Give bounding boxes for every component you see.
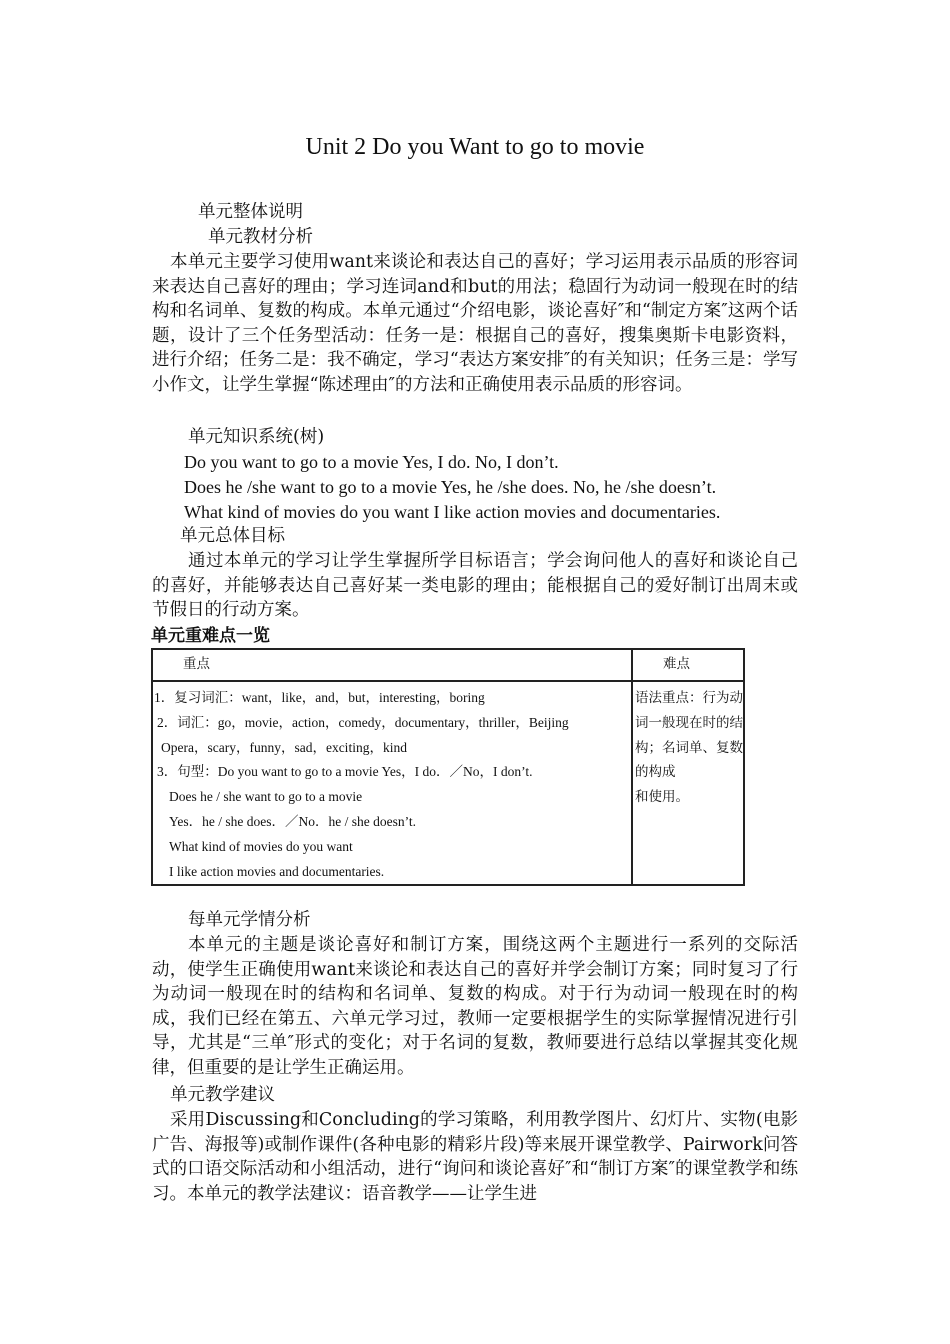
overview-heading: 单元整体说明 [198,202,303,222]
goals-heading: 单元总体目标 [180,526,285,546]
analysis-heading: 单元教材分析 [208,227,313,247]
difficult-point-line: 词一般现在时的结 [635,714,743,730]
table-header-key: 重点 [152,649,632,681]
analysis-paragraph: 本单元主要学习使用want来谈论和表达自己的喜好；学习运用表示品质的形容词来表达自己喜好的理由；学习连词and和but的用法；稳固行为动词一般现在时的结构和名词单、复数的构成。本单元通过“介绍电影，谈论喜好″和“制定方案″这两个话题，设计了三个任务型活动：任务一是：根据自己的喜好，搜集奥斯卡电影资料，进行介绍；任务二是：我不确定，学习“表达方案安排″的有关知识；任务三是：学写小作文，让学生掌握“陈述理由″的方法和正确使用表示品质的形容词。 [152,252,798,395]
knowledge-heading: 单元知识系统(树) [188,427,325,447]
difficult-point-line: 和使用。 [635,789,689,805]
key-point-line: Opera，scary，funny，sad，exciting，kind [161,739,407,755]
key-point-line: 2．词汇：go，movie，action，comedy，documentary，thriller，Beijing [157,714,569,730]
difficult-point-line: 构；名词单、复数 [635,739,743,755]
learner-paragraph: 本单元的主题是谈论喜好和制订方案，围绕这两个主题进行一系列的交际活动，使学生正确使用want来谈论和表达自己的喜好并学会制订方案；同时复习了行为动词一般现在时的结构和名词单、复数的构成。对于行为动词一般现在时的构成，我们已经在第五、六单元学习过，教师一定要根据学生的实际掌握情况进行引导，尤其是“三单″形式的变化；对于名词的复数，教师要进行总结以掌握其变化规律，但重要的是让学生正确运用。 [152,935,798,1078]
learner-heading: 每单元学情分析 [188,910,311,930]
key-point-line: What kind of movies do you want [169,838,353,854]
key-point-line: I like action movies and documentaries. [169,863,385,879]
suggestion-paragraph: 采用Discussing和Concluding的学习策略，利用教学图片、幻灯片、实物(电影广告、海报等)或制作课件(各种电影的精彩片段)等来展开课堂教学、Pairwork问答式的口语交际活动和小组活动，进行“询问和谈论喜好″和“制订方案″的课堂教学和练习。本单元的教学法建议：语音教学——让学生进 [152,1110,798,1204]
knowledge-line: Do you want to go to a movie Yes, I do. No, I don’t. [184,452,559,472]
key-points-cell [152,681,632,885]
document-title: Unit 2 Do you Want to go to movie [305,134,645,160]
key-points-table [151,648,745,886]
key-point-line: 3．句型：Do you want to go to a movie Yes，I do．／No，I don’t. [157,764,533,780]
table-header-difficult: 难点 [632,649,744,681]
key-point-line: Does he / she want to go to a movie [169,789,363,805]
key-point-line: 1．复习词汇：want，like，and，but，interesting，boring [154,690,485,705]
key-point-line: Yes．he / she does．／No．he / she doesn’t. [169,813,416,829]
knowledge-line: What kind of movies do you want I like action movies and documentaries. [184,502,721,522]
knowledge-line: Does he /she want to go to a movie Yes, he /she does. No, he /she doesn’t. [184,477,717,497]
difficult-point-line: 的构成 [635,764,676,780]
difficult-point-line: 语法重点：行为动 [635,690,743,705]
key-points-heading: 单元重难点一览 [151,626,270,646]
goals-paragraph: 通过本单元的学习让学生掌握所学目标语言；学会询问他人的喜好和谈论自己的喜好，并能够表达自己喜好某一类电影的理由；能根据自己的爱好制订出周末或节假日的行动方案。 [152,551,798,620]
suggestion-heading: 单元教学建议 [170,1085,275,1105]
difficult-points-cell [632,681,744,885]
